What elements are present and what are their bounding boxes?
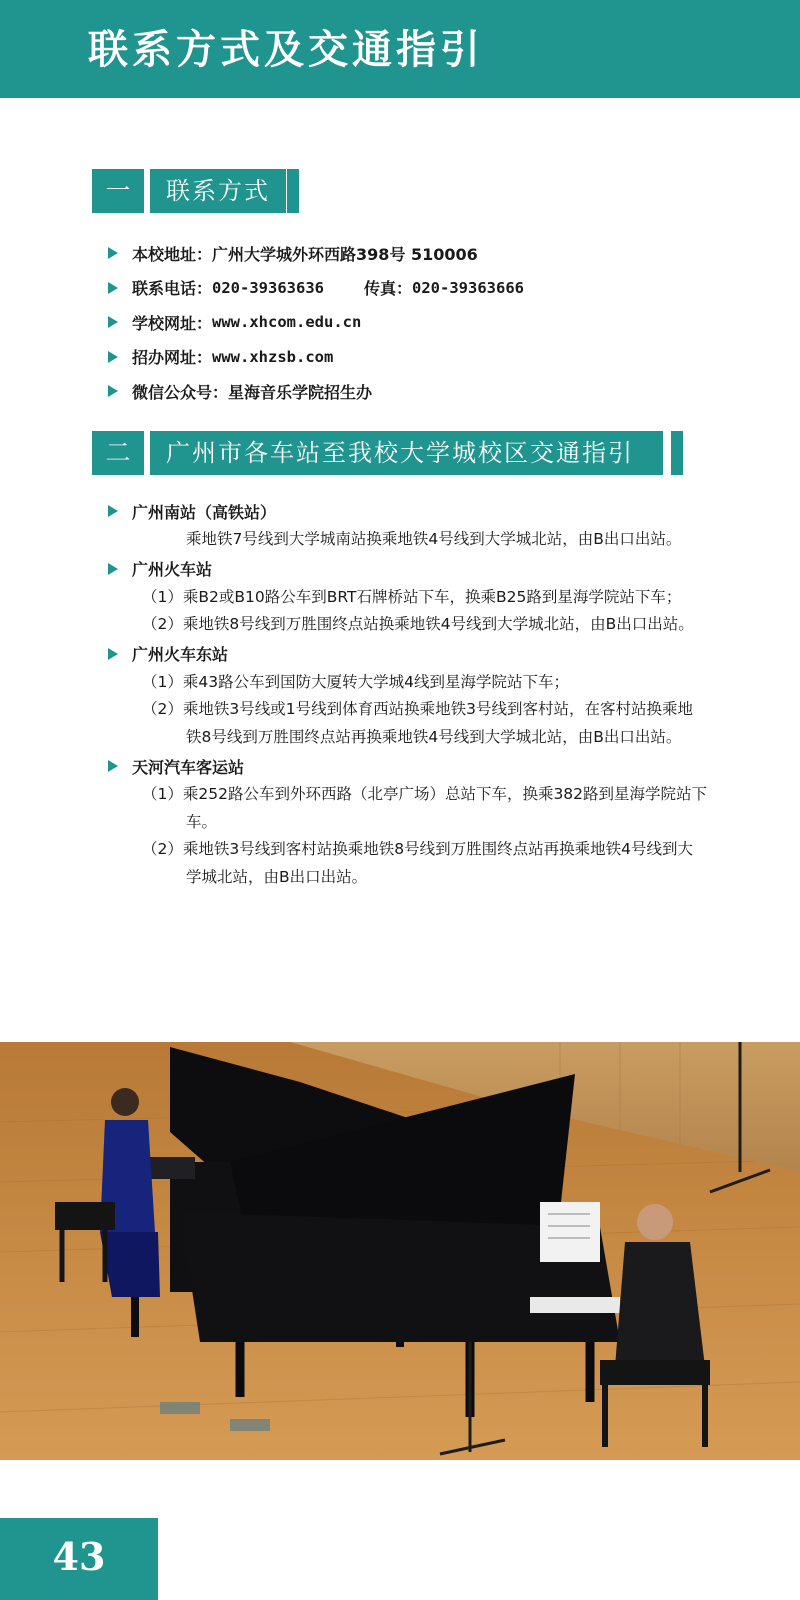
route-text: （1）乘252路公车到外环西路（北亭广场）总站下车，换乘382路到星海学院站下车。 [142,785,708,831]
contact-label: 学校网址： [132,313,213,333]
bullet-triangle-icon [108,247,118,259]
contact-list [108,236,524,409]
bullet-triangle-icon [108,351,118,363]
traffic-guide [108,496,708,891]
contact-label: 联系电话： [132,279,213,299]
station-name: 天河汽车客运站 [108,751,708,781]
website-link[interactable]: www.xhcom.edu.cn [212,313,362,332]
piano-concert-photo [0,1042,800,1460]
header-banner [0,0,800,98]
section-end-bar [671,431,683,475]
contact-label: 招办网址： [132,348,213,368]
station-name: 广州火车东站 [108,639,708,669]
bullet-triangle-icon [108,282,118,294]
bullet-triangle-icon [108,385,118,397]
contact-value: 星海音乐学院招生办 [228,382,373,402]
station-block-tianhe-bus [108,751,708,891]
page-number: 43 [52,1534,106,1579]
bullet-triangle-icon [108,505,118,517]
route-text: （1）乘43路公车到国防大厦转大学城4线到星海学院站下车； [142,672,569,691]
page-number-box [0,1518,158,1600]
section-end-bar [287,169,299,213]
contact-item-admissions-site [108,340,524,375]
bullet-triangle-icon [108,316,118,328]
section-number: 二 [92,431,144,475]
route-text: （1）乘B2或B10路公车到BRT石牌桥站下车，换乘B25路到星海学院站下车； [142,587,682,606]
route-text: （2）乘地铁8号线到万胜围终点站换乘地铁4号线到大学城北站，由B出口出站。 [142,615,694,633]
route-text: （2）乘地铁3号线到客村站换乘地铁8号线到万胜围终点站再换乘地铁4号线到大学城北站，由B出口出站。 [142,840,693,886]
contact-label: 微信公众号： [132,382,229,402]
section-number: 一 [92,169,144,213]
contact-item-website [108,305,524,340]
contact-item-address [108,236,524,271]
route-text: 乘地铁7号线到大学城南站换乘地铁4号线到大学城北站，由B出口出站。 [186,530,682,548]
station-block-guangzhou-east [108,639,708,752]
contact-value: 广州大学城外环西路398号 510006 [212,244,478,264]
bullet-triangle-icon [108,760,118,772]
contact-item-phone [108,271,524,306]
station-block-guangzhou [108,554,708,639]
fax-value: 020-39363666 [412,278,524,297]
contact-value: 020-39363636 [212,278,324,297]
contact-item-wechat [108,374,524,409]
section-title: 广州市各车站至我校大学城校区交通指引 [150,431,663,475]
fax-label: 传真： [364,279,413,299]
piano-duo-illustration [0,1042,800,1460]
bullet-triangle-icon [108,648,118,660]
route-text: （2）乘地铁3号线或1号线到体育西站换乘地铁3号线到客村站，在客村站换乘地铁8号线到万胜围终点站再换乘地铁4号线到大学城北站，由B出口出站。 [142,700,693,746]
section-title: 联系方式 [150,169,286,213]
contact-label: 本校地址： [132,244,213,264]
station-name: 广州火车站 [108,554,708,584]
page-title: 联系方式及交通指引 [88,26,484,73]
station-name: 广州南站（高铁站） [108,496,708,526]
bullet-triangle-icon [108,563,118,575]
admissions-link[interactable]: www.xhzsb.com [212,347,334,366]
station-block-guangzhou-south [108,496,708,554]
